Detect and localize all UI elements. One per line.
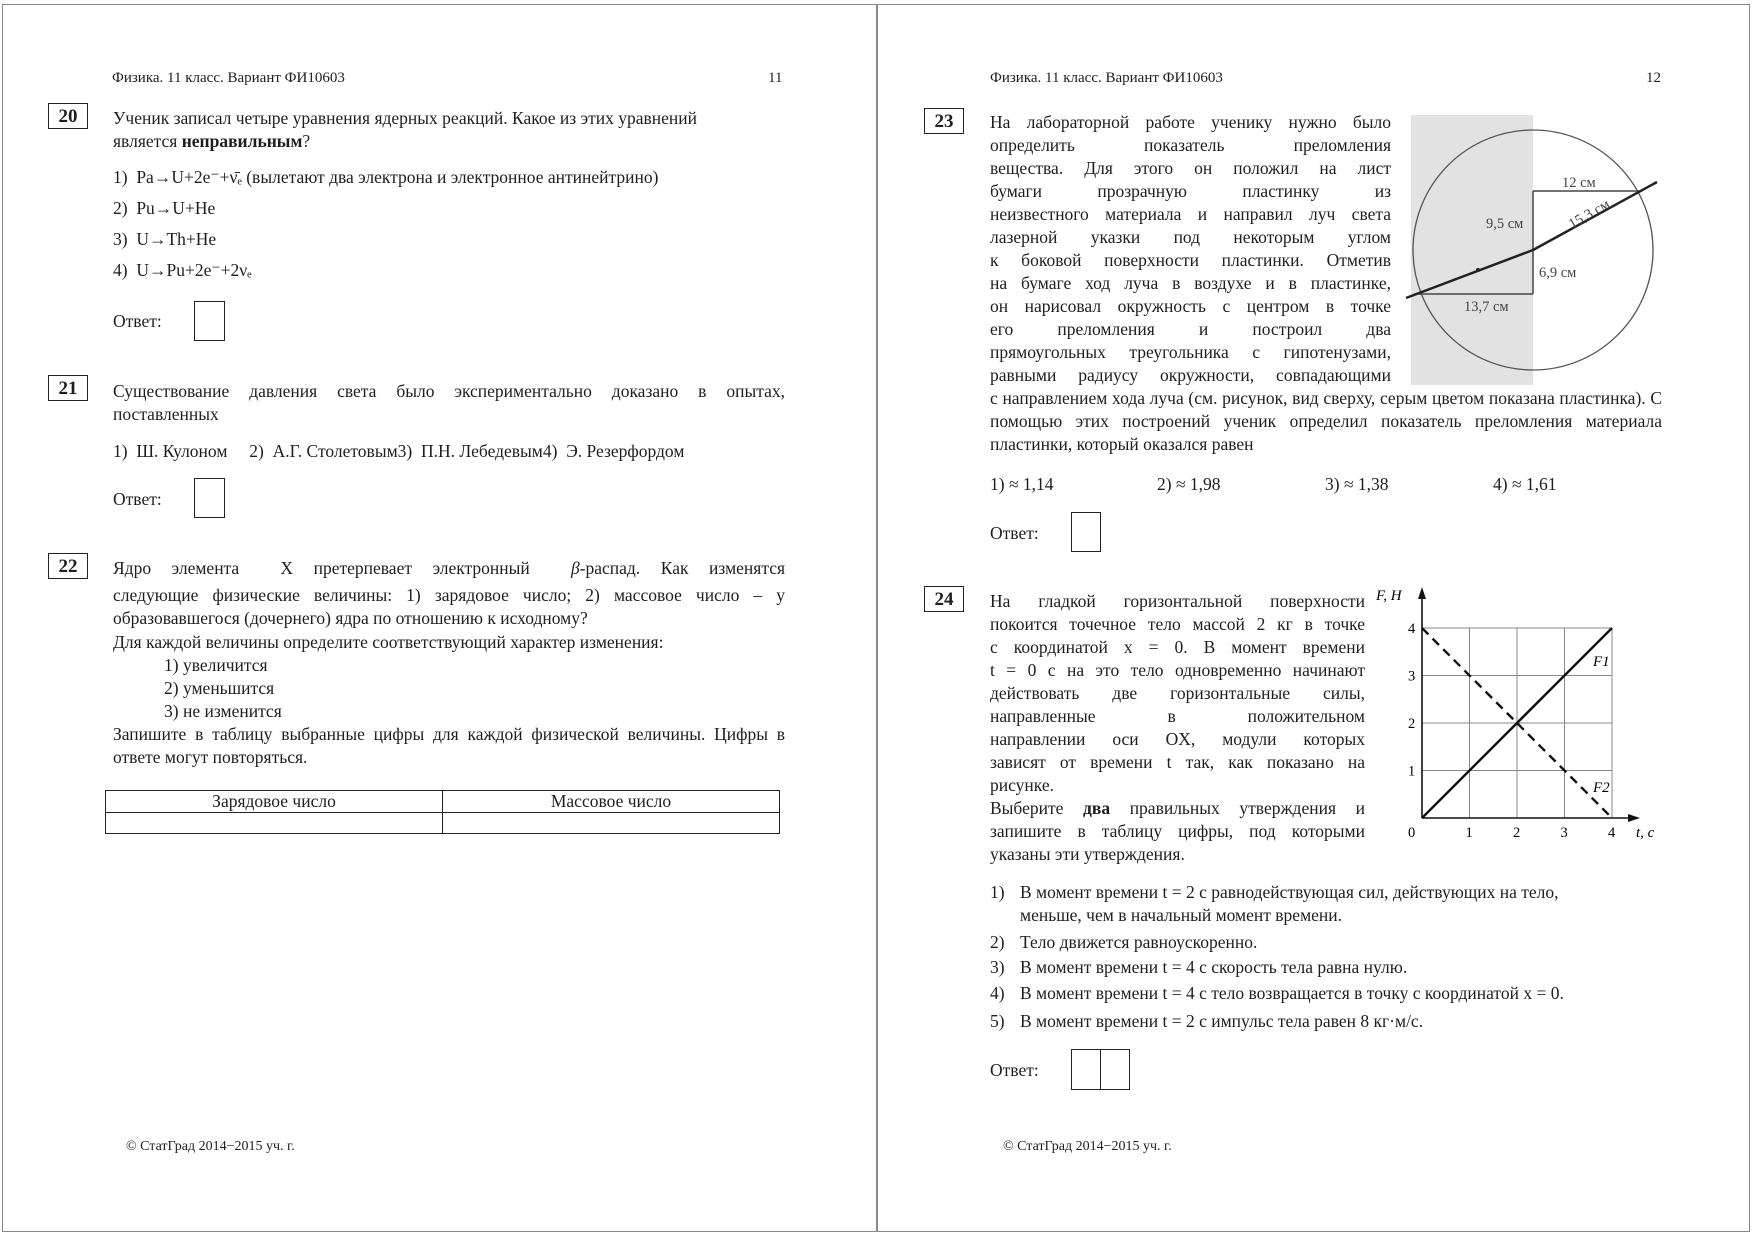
- q23-label-69: 6,9 см: [1539, 265, 1577, 281]
- q24-line-3: с координатой x = 0. В момент времени: [990, 637, 1365, 657]
- q24-statement-2-num: 2): [990, 932, 1005, 952]
- q24-statement-1-num: 1): [990, 882, 1005, 902]
- q24-text2-pre: Выберите: [990, 798, 1084, 818]
- chart-x-arrow: [1628, 814, 1640, 822]
- q20-option-2-num: 2): [113, 198, 128, 218]
- q20-text-pre: является: [113, 131, 182, 151]
- q23-option-3: 3) ≈ 1,38: [1325, 474, 1389, 494]
- q23-line-10: его преломления и построил два: [990, 319, 1391, 339]
- q23-option-2: 2) ≈ 1,98: [1157, 474, 1221, 494]
- q20-text-line1: Ученик записал четыре уравнения ядерных реакций. Какое из этих уравнений: [113, 108, 697, 128]
- right-footer: © СтатГрад 2014−2015 уч. г.: [1003, 1139, 1172, 1154]
- q23-line-3: вещества. Для этого он положил на лист: [990, 158, 1391, 178]
- chart-y-tick-1: 1: [1408, 763, 1416, 780]
- q20-answer-box[interactable]: [194, 301, 225, 341]
- q20-option-2: [113, 197, 215, 219]
- q23-label-137: 13,7 см: [1464, 299, 1509, 315]
- q24-text2-post: правильных утверждения и: [1110, 798, 1365, 818]
- chart-ylabel: F, Н: [1376, 588, 1402, 604]
- q20-text: [113, 107, 785, 153]
- q24-statement-2: [990, 931, 1257, 954]
- chart-xlabel: t, c: [1636, 825, 1655, 841]
- q20-option-4-eq: U→Pu+2e⁻+2νₑ: [136, 260, 252, 280]
- chart-x-tick-2: 2: [1513, 825, 1521, 841]
- q20-option-3-eq: U→Th+He: [136, 229, 217, 249]
- chart-series-label-f1: F1: [1593, 654, 1610, 670]
- q24-statement-1-text: [1020, 881, 1559, 927]
- chart-y-arrow: [1418, 587, 1426, 599]
- q22-text-3: Запишите в таблицу выбранные цифры для каждой физической величины. Цифры в ответе могут повторяться.: [113, 724, 785, 767]
- q23-answer-label: Ответ:: [990, 523, 1039, 543]
- q23-label-153: 15,3 см: [1566, 196, 1613, 233]
- q23-line-5: неизвестного материала и направил луч света: [990, 204, 1391, 224]
- q24-line-7: направлении оси OX, модули которых: [990, 729, 1365, 749]
- right-page-number: 12: [1646, 70, 1661, 86]
- q22-text-2: Для каждой величины определите соответствующий характер изменения:: [113, 632, 664, 652]
- chart-x-tick-0: 0: [1408, 825, 1416, 841]
- question-number-20: 20: [48, 103, 88, 129]
- q20-option-2-eq: Pu→U+He: [136, 198, 216, 218]
- q23-line-8: на бумаге ход луча в воздухе и в пластинке,: [990, 273, 1391, 293]
- q23-label-95: 9,5 см: [1486, 216, 1524, 232]
- q20-text-bold: неправильным: [181, 131, 303, 151]
- q23-line-12: равными радиусу окружности, совпадающими: [990, 365, 1391, 385]
- q23-ray-point: [1476, 268, 1480, 272]
- chart-series-label-f2: F2: [1593, 779, 1610, 796]
- q24-line-12: указаны эти утверждения.: [990, 844, 1185, 864]
- q23-plate-gray: [1411, 115, 1533, 385]
- chart-x-tick-1: 1: [1465, 825, 1473, 841]
- q23-line-2: определить показатель преломления: [990, 135, 1391, 155]
- chart-x-tick-4: 4: [1608, 825, 1616, 841]
- q24-line-4: t = 0 с на это тело одновременно начинают: [990, 660, 1365, 680]
- q24-statement-1-line2: меньше, чем в начальный момент времени.: [1020, 905, 1343, 925]
- q24-statement-5-num: 5): [990, 1011, 1005, 1031]
- question-number-21: 21: [48, 375, 88, 401]
- q24-statement-1-line1: В момент времени t = 2 с равнодействующая сил, действующих на тело,: [1020, 882, 1559, 902]
- q22-text-c: -распад. Как изменятся: [579, 558, 786, 578]
- q24-line-11: запишите в таблицу цифры, под которыми: [990, 821, 1365, 841]
- q23-line-6: лазерной указки под некоторым углом: [990, 227, 1391, 247]
- q20-answer-label: Ответ:: [113, 311, 162, 331]
- q24-statement-4-num: 4): [990, 983, 1005, 1003]
- question-number-24: 24: [924, 586, 964, 612]
- q24-statement-3: [990, 956, 1407, 979]
- q21-answer-label: Ответ:: [113, 489, 162, 509]
- q24-line-8: зависят от времени t так, как показано на: [990, 752, 1365, 772]
- q24-line-5: действовать две горизонтальные силы,: [990, 683, 1365, 703]
- q23-label-12: 12 см: [1562, 175, 1596, 191]
- q23-option-4: 4) ≈ 1,61: [1493, 474, 1557, 494]
- q24-statement-5-text: В момент времени t = 2 с импульс тела равен 8 кг·м/с.: [1020, 1011, 1424, 1031]
- left-page-number: 11: [768, 70, 783, 86]
- q24-line-6: направленные в положительном: [990, 706, 1365, 726]
- q20-option-3: [113, 228, 216, 250]
- q22-choice-3: 3) не изменится: [164, 701, 282, 721]
- q24-text2-bold: два: [1083, 798, 1111, 818]
- q20-option-4-num: 4): [113, 260, 128, 280]
- q24-text: [990, 590, 1365, 866]
- q22-text-line1: [113, 557, 785, 580]
- q24-statement-5: [990, 1010, 1423, 1033]
- q21-text: Существование давления света было экспериментально доказано в опытах, поставленных: [113, 381, 785, 424]
- q23-text: [990, 111, 1391, 387]
- q20-option-1-eq: Pa→U+2e⁻+ν̄ₑ: [136, 167, 242, 187]
- q24-statement-4-text: В момент времени t = 4 с тело возвращается в точку с координатой x = 0.: [1020, 983, 1564, 1003]
- q23-line-1: На лабораторной работе ученику нужно было: [990, 112, 1391, 132]
- q23-text-tail: с направлением хода луча (см. рисунок, вид сверху, серым цветом показана пластинка). С помощью этих построений ученик определил показатель преломления материала пластинки, который оказался равен: [990, 388, 1662, 454]
- q24-force-chart: [1370, 585, 1665, 847]
- q22-header-mass: Массовое число: [443, 791, 780, 813]
- q23-refraction-figure: [1400, 112, 1670, 387]
- left-footer: © СтатГрад 2014−2015 уч. г.: [126, 1139, 295, 1154]
- q24-answer-box-2[interactable]: [1100, 1049, 1130, 1090]
- q22-answer-cell-mass[interactable]: [443, 813, 780, 834]
- q22-answer-cell-charge[interactable]: [106, 813, 443, 834]
- q22-text-cont: следующие физические величины: 1) зарядовое число; 2) массовое число – у образовавшегося (дочернего) ядра по отношению к исходному?: [113, 585, 785, 628]
- q24-statement-3-num: 3): [990, 957, 1005, 977]
- q24-line-2: покоится точечное тело массой 2 кг в точке: [990, 614, 1365, 634]
- q23-line-9: он нарисовал окружность с центром в точке: [990, 296, 1391, 316]
- q20-option-1-num: 1): [113, 167, 128, 187]
- q22-beta: β: [570, 558, 580, 578]
- question-number-22: 22: [48, 553, 88, 579]
- right-header: Физика. 11 класс. Вариант ФИ10603: [990, 70, 1223, 86]
- q20-option-1: [113, 166, 658, 188]
- q20-option-3-num: 3): [113, 229, 128, 249]
- chart-y-tick-4: 4: [1408, 621, 1416, 637]
- q24-statement-4: [990, 982, 1564, 1005]
- q24-statement-2-text: Тело движется равноускоренно.: [1020, 932, 1258, 952]
- q24-statement-3-text: В момент времени t = 4 с скорость тела равна нулю.: [1020, 957, 1408, 977]
- q24-answer-label: Ответ:: [990, 1060, 1039, 1080]
- q22-header-charge: Зарядовое число: [106, 791, 443, 813]
- q24-statement-1: [990, 881, 1662, 927]
- q20-option-4: [113, 259, 252, 281]
- q23-line-7: к боковой поверхности пластинки. Отметив: [990, 250, 1391, 270]
- chart-x-tick-3: 3: [1560, 825, 1568, 841]
- q23-answer-box[interactable]: [1071, 512, 1101, 552]
- chart-y-tick-3: 3: [1408, 668, 1416, 685]
- question-number-23: 23: [924, 108, 964, 134]
- q23-option-1: 1) ≈ 1,14: [990, 474, 1054, 494]
- q22-text-a: Ядро элемента: [113, 558, 240, 578]
- q24-line-9: рисунке.: [990, 775, 1054, 795]
- q24-line-1: На гладкой горизонтальной поверхности: [990, 591, 1365, 611]
- q22-answer-table: [105, 790, 780, 834]
- q21-options: 1) Ш. Кулоном 2) А.Г. Столетовым3) П.Н. Лебедевым4) Э. Резерфордом: [113, 441, 685, 461]
- q22-choice-1: 1) увеличится: [164, 655, 268, 675]
- chart-y-tick-2: 2: [1408, 716, 1416, 732]
- q20-option-1-note: (вылетают два электрона и электронное антинейтрино): [241, 167, 659, 187]
- q22-choice-2: 2) уменьшится: [164, 678, 275, 698]
- left-header: Физика. 11 класс. Вариант ФИ10603: [112, 70, 345, 86]
- q22-text-b: X претерпевает электронный: [280, 558, 530, 578]
- q21-answer-box[interactable]: [194, 478, 225, 518]
- q20-text-post: ?: [302, 131, 311, 151]
- q24-answer-box-1[interactable]: [1071, 1049, 1101, 1090]
- q24-line-10: [990, 797, 1365, 820]
- q23-line-4: бумаги прозрачную пластинку из: [990, 181, 1391, 201]
- q23-line-11: прямоугольных треугольника с гипотенузами,: [990, 342, 1391, 362]
